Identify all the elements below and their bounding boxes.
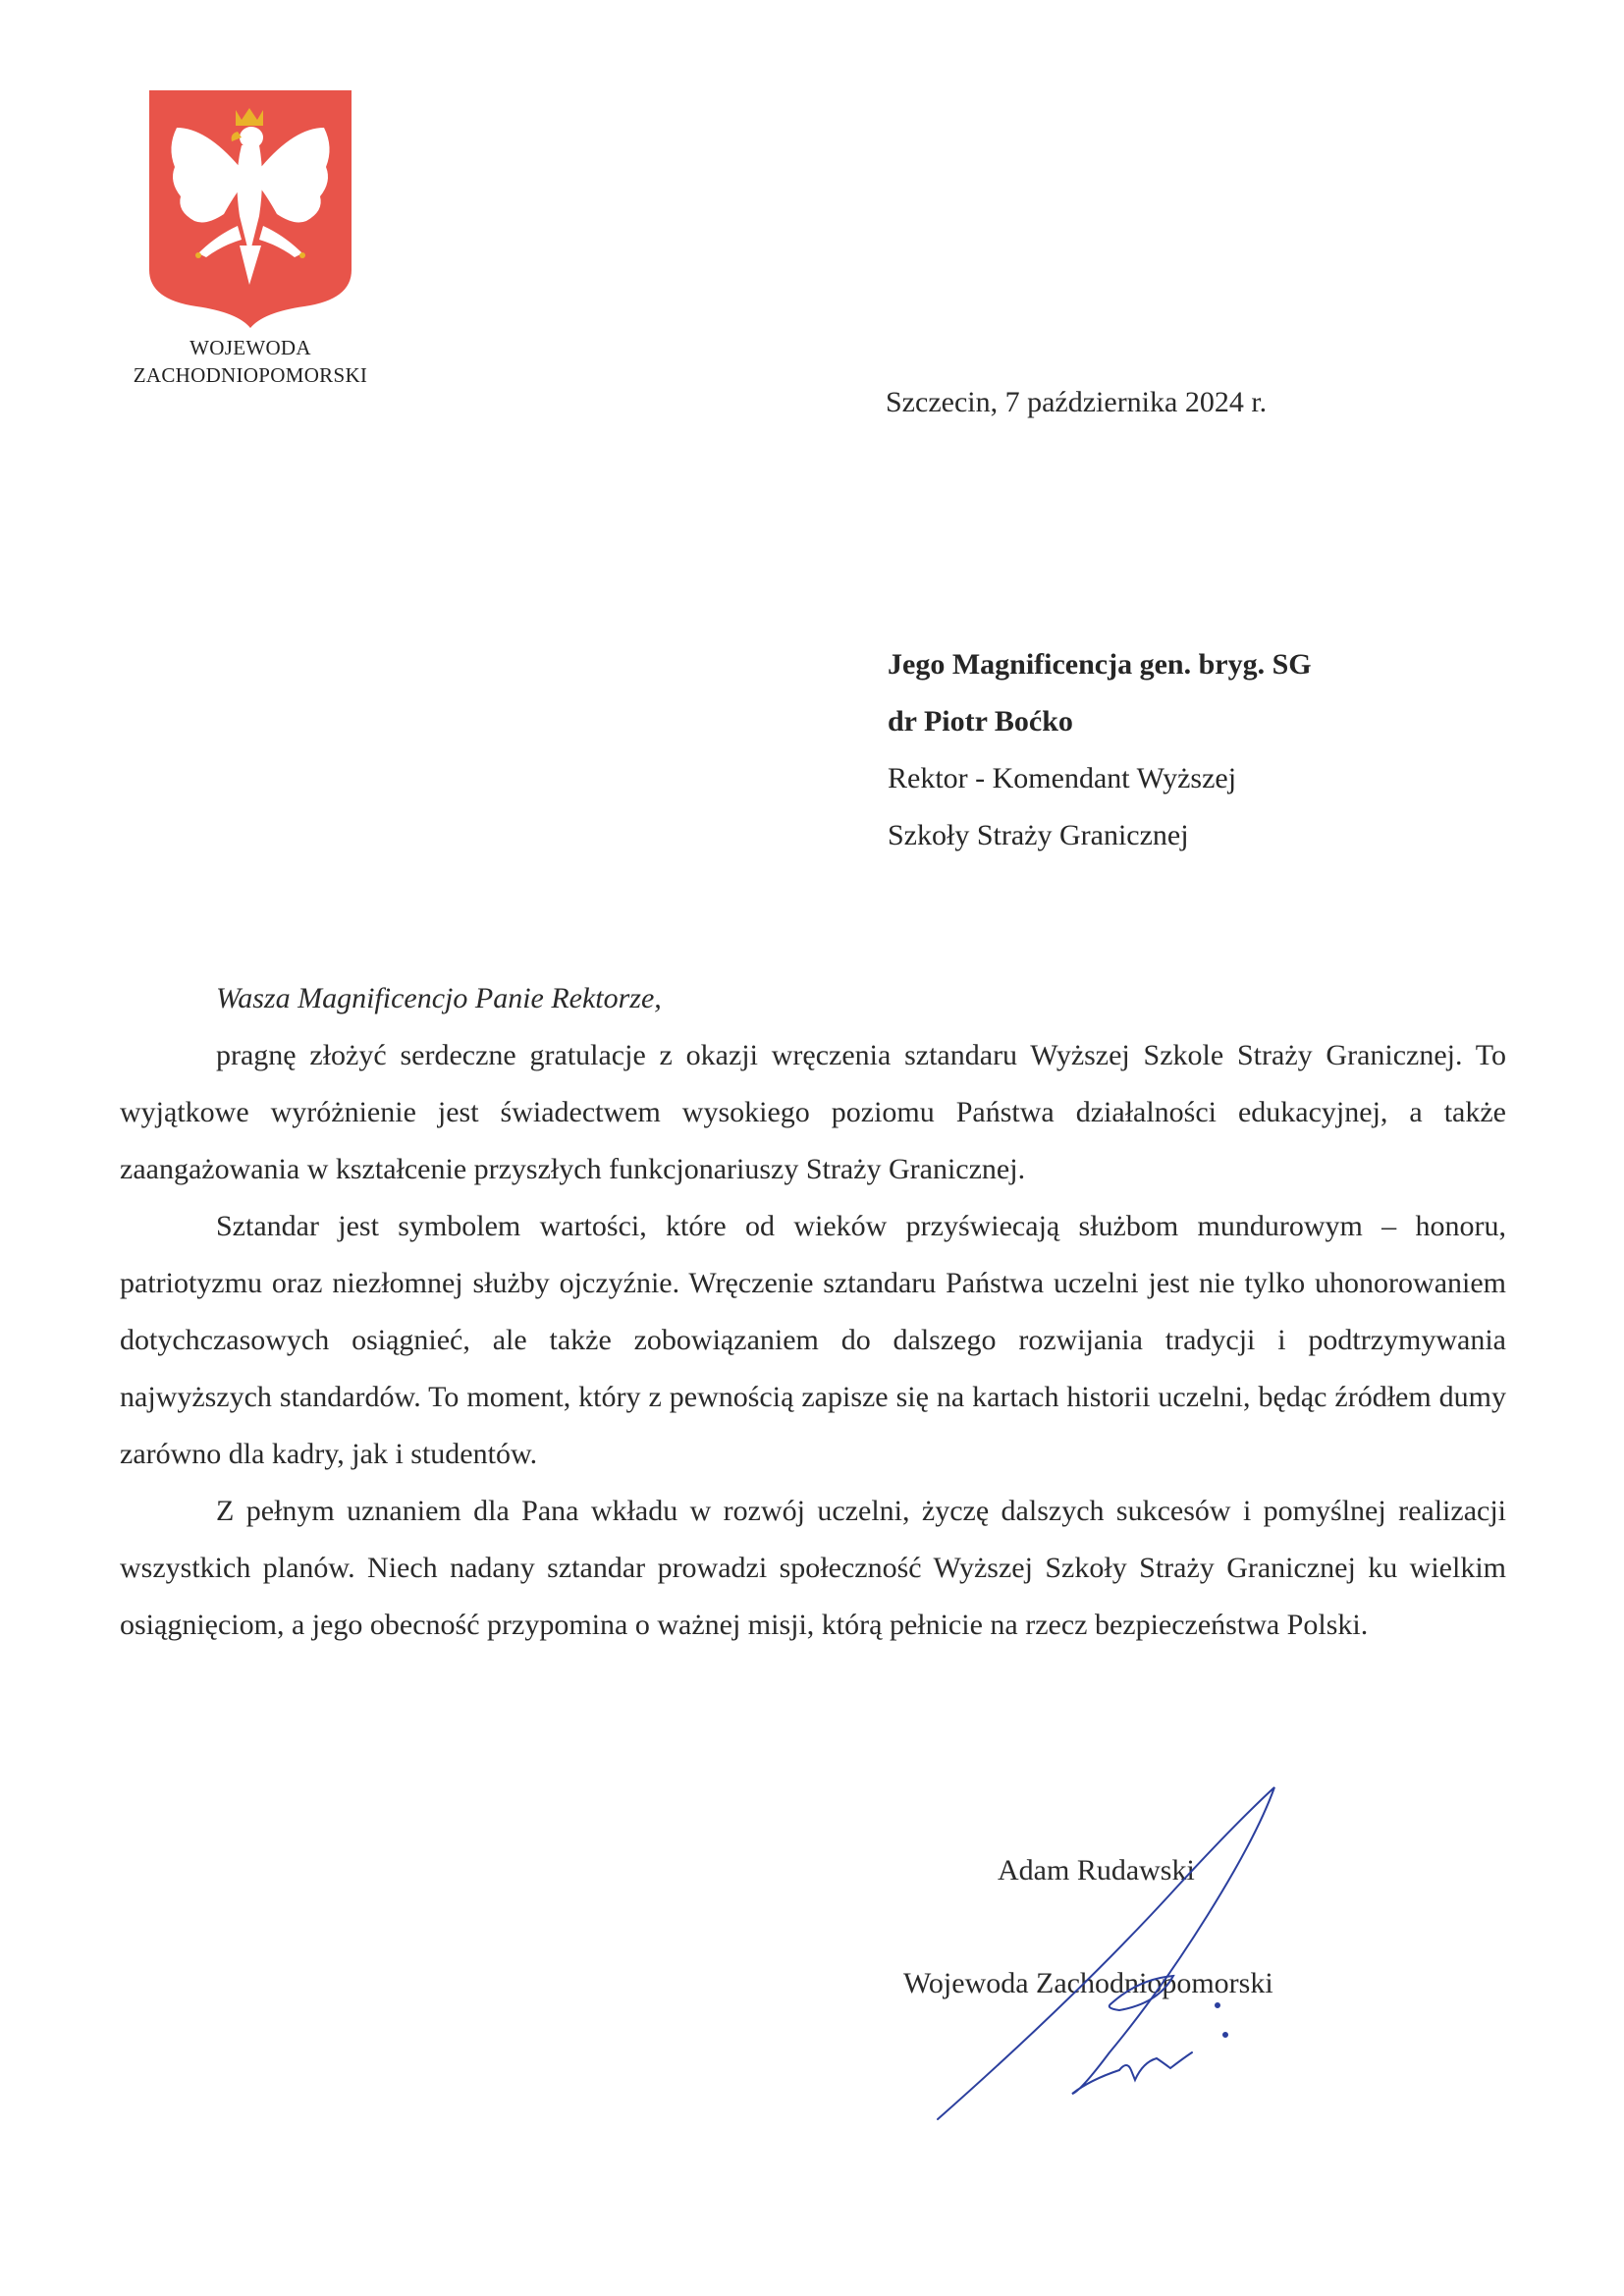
issuing-office	[98, 334, 403, 389]
addressee-name: dr Piotr Boćko	[888, 705, 1073, 738]
paragraph-1: pragnę złożyć serdeczne gratulacje z okazji wręczenia sztandaru Wyższej Szkole Straży Granicznej. To wyjątkowe wyróżnienie jest świadectwem wysokiego poziomu Państwa działalności edukacyjnej, a także zaangażowania w kształcenie przyszłych funkcjonariuszy Straży Granicznej.	[120, 1039, 1506, 1185]
addressee-institution: Szkoły Straży Granicznej	[888, 819, 1189, 851]
addressee-title: Jego Magnificencja gen. bryg. SG	[888, 648, 1312, 681]
handwritten-signature-icon	[884, 1768, 1335, 2141]
addressee-block	[888, 636, 1312, 864]
addressee-position: Rektor - Komendant Wyższej	[888, 762, 1237, 794]
office-line-1: WOJEWODA	[189, 336, 311, 359]
paragraph-3: Z pełnym uznaniem dla Pana wkładu w rozwój uczelni, życzę dalszych sukcesów i pomyślnej realizacji wszystkich planów. Niech nadany sztandar prowadzi społeczność Wyższej Szkoły Straży Granicznej ku wielkim osiągnięciom, a jego obecność przypomina o ważnej misji, którą pełnicie na rzecz bezpieczeństwa Polski.	[120, 1495, 1506, 1641]
signatory-name: Adam Rudawski	[998, 1854, 1195, 1886]
paragraph-2: Sztandar jest symbolem wartości, które od wieków przyświecają służbom mundurowym – honoru, patriotyzmu oraz niezłomnej służby ojczyźnie. Wręczenie sztandaru Państwa uczelni jest nie tylko uhonorowaniem dotychczasowych osiągnieć, ale także zobowiązaniem do dalszego rozwijania tradycji i podtrzymywania najwyższych standardów. To moment, który z pewnością zapisze się na kartach historii uczelni, będąc źródłem dumy zarówno dla kadry, jak i studentów.	[120, 1210, 1506, 1470]
polish-eagle-emblem-icon	[147, 88, 353, 329]
letter-date: Szczecin, 7 października 2024 r.	[886, 386, 1268, 418]
signatory-title: Wojewoda Zachodniopomorski	[903, 1967, 1273, 1999]
salutation: Wasza Magnificencjo Panie Rektorze,	[216, 982, 662, 1014]
office-line-2: ZACHODNIOPOMORSKI	[133, 363, 368, 387]
letter-body	[120, 970, 1506, 1654]
